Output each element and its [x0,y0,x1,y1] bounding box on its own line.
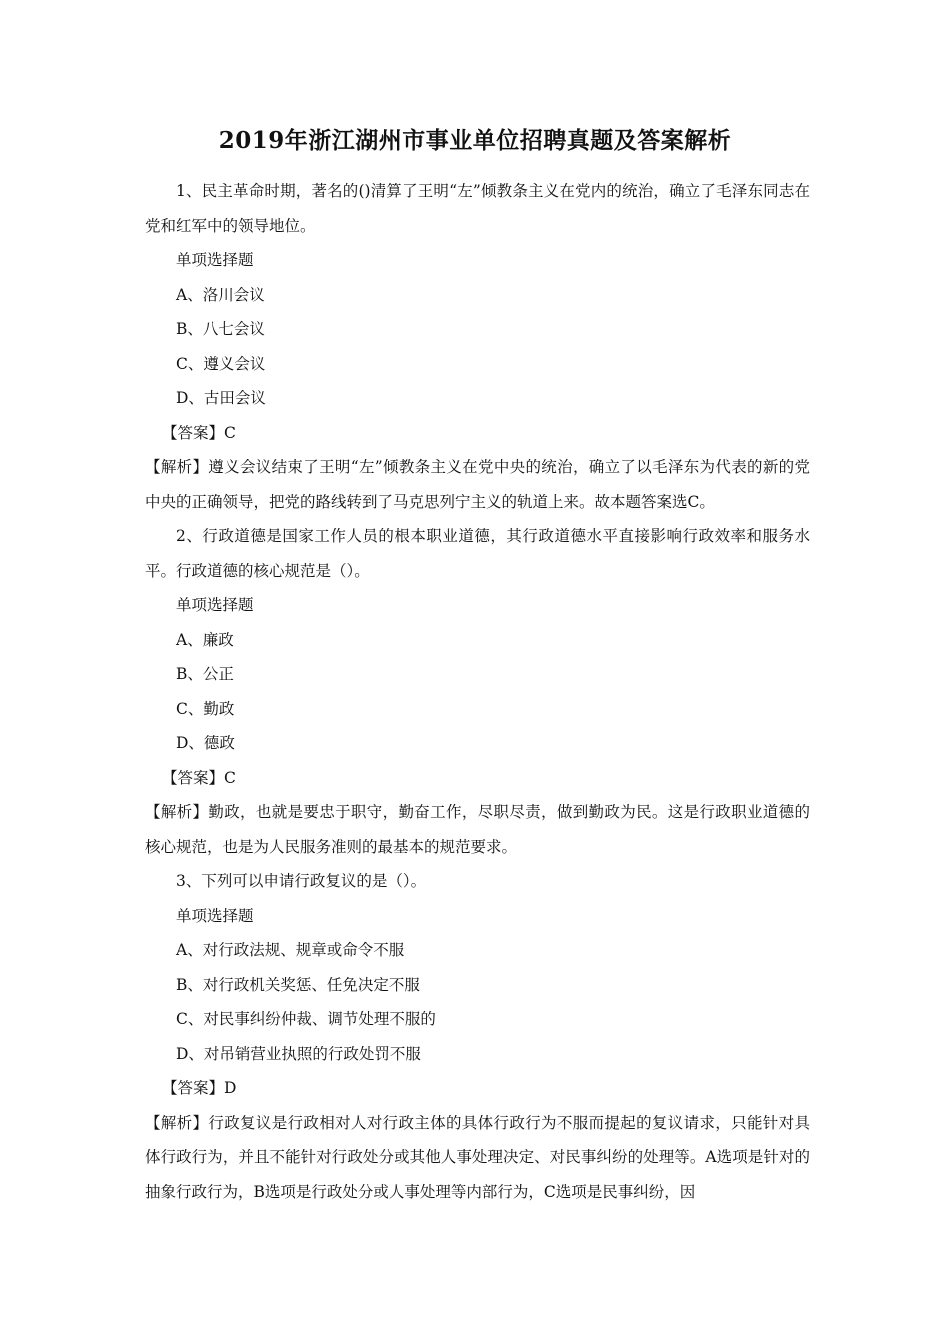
option-a: A、洛川会议 [176,285,265,304]
question-type: 单项选择题 [176,906,254,925]
question-stem: 1、民主革命时期，著名的()清算了王明“左”倾教条主义在党内的统治，确立了毛泽东同志在党和红军中的领导地位。 [145,182,810,235]
option-d: D、德政 [176,734,235,752]
answer: 【答案】D [162,1079,237,1097]
answer: 【答案】C [162,423,236,442]
analysis: 【解析】行政复议是行政相对人对行政主体的具体行政行为不服而提起的复议请求，只能针对具体行政行为，并且不能针对行政处分或其他人事处理决定、对民事纠纷的处理等。A选项是针对的抽象行政行为，B选项是行政处分或人事处理等内部行为，C选项是民事纠纷，因 [145,1113,810,1201]
option-a: A、对行政法规、规章或命令不服 [176,941,405,959]
question-stem: 2、行政道德是国家工作人员的根本职业道德，其行政道德水平直接影响行政效率和服务水平。行政道德的核心规范是（）。 [145,527,810,580]
option-d: D、对吊销营业执照的行政处罚不服 [176,1044,421,1063]
option-d: D、古田会议 [176,389,266,407]
option-a: A、廉政 [176,630,234,649]
analysis: 【解析】遵义会议结束了王明“左”倾教条主义在党中央的统治，确立了以毛泽东为代表的新的党中央的正确领导，把党的路线转到了马克思列宁主义的轨道上来。故本题答案选C。 [145,458,810,511]
question-1 [145,174,810,519]
option-b: B、公正 [176,665,234,683]
option-b: B、对行政机关奖惩、任免决定不服 [176,975,420,994]
analysis: 【解析】勤政，也就是要忠于职守，勤奋工作，尽职尽责，做到勤政为民。这是行政职业道德的核心规范，也是为人民服务准则的最基本的规范要求。 [145,803,810,856]
question-2 [145,519,810,864]
answer: 【答案】C [162,768,236,787]
question-3 [145,864,810,1209]
option-c: C、遵义会议 [176,354,266,373]
option-c: C、勤政 [176,699,235,718]
option-c: C、对民事纠纷仲裁、调节处理不服的 [176,1010,436,1028]
question-type: 单项选择题 [176,596,254,614]
question-list [145,174,810,1209]
question-type: 单项选择题 [176,251,254,269]
option-b: B、八七会议 [176,320,265,338]
page-title: 2019年浙江湖州市事业单位招聘真题及答案解析 [218,127,732,154]
question-stem: 3、下列可以申请行政复议的是（）。 [176,872,427,890]
